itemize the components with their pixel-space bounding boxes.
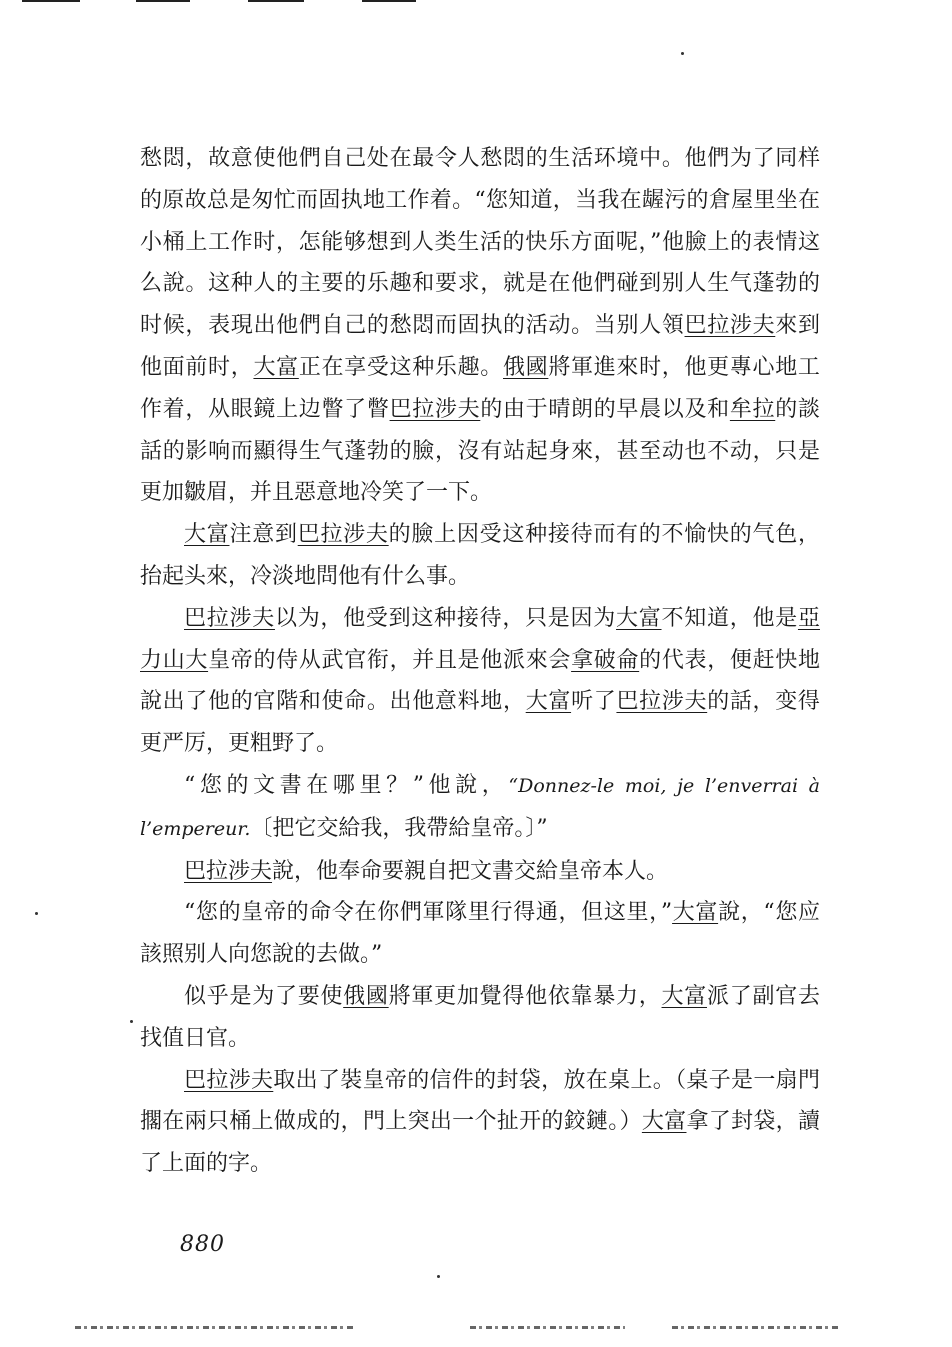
top-rule [248, 0, 304, 2]
body-text [140, 138, 820, 1185]
top-rule [362, 0, 416, 2]
proper-name: 巴拉涉夫 [297, 522, 389, 548]
proper-name: 大富 [616, 605, 662, 631]
bottom-scan-noise [75, 1326, 353, 1329]
paragraph-5: 巴拉涉夫說，他奉命要親自把文書交給皇帝本人。 [184, 858, 669, 884]
proper-name: 巴拉涉夫 [616, 689, 708, 715]
paragraph-4: “您的文書在哪里？”他說，“Donnez-le moi, je l’enverrai à l’empereur.〔把它交給我，我帶給皇帝。〕” [140, 772, 820, 841]
french-quote: “Donnez-le moi, je l’enverrai à l’empereur. [140, 774, 820, 840]
proper-name: 拿破侖 [571, 647, 640, 673]
proper-name: 俄國 [343, 983, 389, 1009]
scan-speck [681, 52, 684, 55]
paragraph-3: 巴拉涉夫以为，他受到这种接待，只是因为大富不知道，他是亞力山大皇帝的侍从武官衔，并且是他派來会拿破侖的代表，便赶快地說出了他的官階和使命。出他意料地，大富听了巴拉涉夫的話，变得更严厉，更粗野了。 [140, 605, 820, 757]
proper-name: 大富 [641, 1109, 687, 1135]
proper-name: 牟拉 [729, 396, 776, 422]
proper-name: 大富 [672, 900, 719, 926]
proper-name: 大富 [525, 689, 572, 715]
paragraph-7: 似乎是为了要使俄國將軍更加覺得他依靠暴力，大富派了副官去找值日官。 [140, 983, 820, 1051]
page-number: 880 [180, 1232, 225, 1257]
paragraph-8: 巴拉涉夫取出了裝皇帝的信件的封袋，放在桌上。（桌子是一扇門擱在兩只桶上做成的，門上突出一个扯开的鉸鏈。）大富拿了封袋，讀了上面的字。 [140, 1067, 820, 1177]
bottom-scan-noise [470, 1326, 625, 1329]
proper-name: 俄國 [503, 354, 549, 380]
proper-name: 亞力山大 [140, 605, 820, 673]
bottom-scan-noise [672, 1326, 840, 1329]
proper-name: 大富 [184, 522, 230, 548]
top-rule [136, 0, 190, 2]
paragraph-6: “您的皇帝的命令在你們軍隊里行得通，但这里，”大富說，“您应該照别人向您說的去做。” [140, 900, 820, 968]
proper-name: 大富 [661, 983, 707, 1009]
top-rule [22, 0, 80, 2]
proper-name: 巴拉涉夫 [184, 858, 273, 884]
proper-name: 巴拉涉夫 [184, 605, 275, 631]
proper-name: 大富 [253, 354, 299, 380]
proper-name: 巴拉涉夫 [389, 396, 481, 422]
proper-name: 巴拉涉夫 [684, 313, 776, 339]
scan-speck [35, 912, 38, 915]
scan-speck [437, 1275, 440, 1278]
scan-speck [130, 1020, 133, 1023]
paragraph-2: 大富注意到巴拉涉夫的臉上因受这种接待而有的不愉快的气色，抬起头來，冷淡地問他有什么事。 [140, 522, 820, 589]
paragraph-1: 愁悶，故意使他們自己处在最令人愁悶的生活环境中。他們为了同样的原故总是匆忙而固执地工作着。“您知道，当我在龌污的倉屋里坐在小桶上工作时，怎能够想到人类生活的快乐方面呢，”他臉上的表情这么說。这种人的主要的乐趣和要求，就是在他們碰到别人生气蓬勃的时候，表現出他們自己的愁悶而固执的活动。当别人領巴拉涉夫來到他面前时，大富正在享受这种乐趣。俄國將軍進來时，他更專心地工作着，从眼鏡上边瞥了瞥巴拉涉夫的由于晴朗的早晨以及和牟拉的談話的影响而顯得生气蓬勃的臉，沒有站起身來，甚至动也不动，只是更加皺眉，并且惡意地冷笑了一下。 [140, 146, 820, 506]
proper-name: 巴拉涉夫 [184, 1067, 274, 1093]
